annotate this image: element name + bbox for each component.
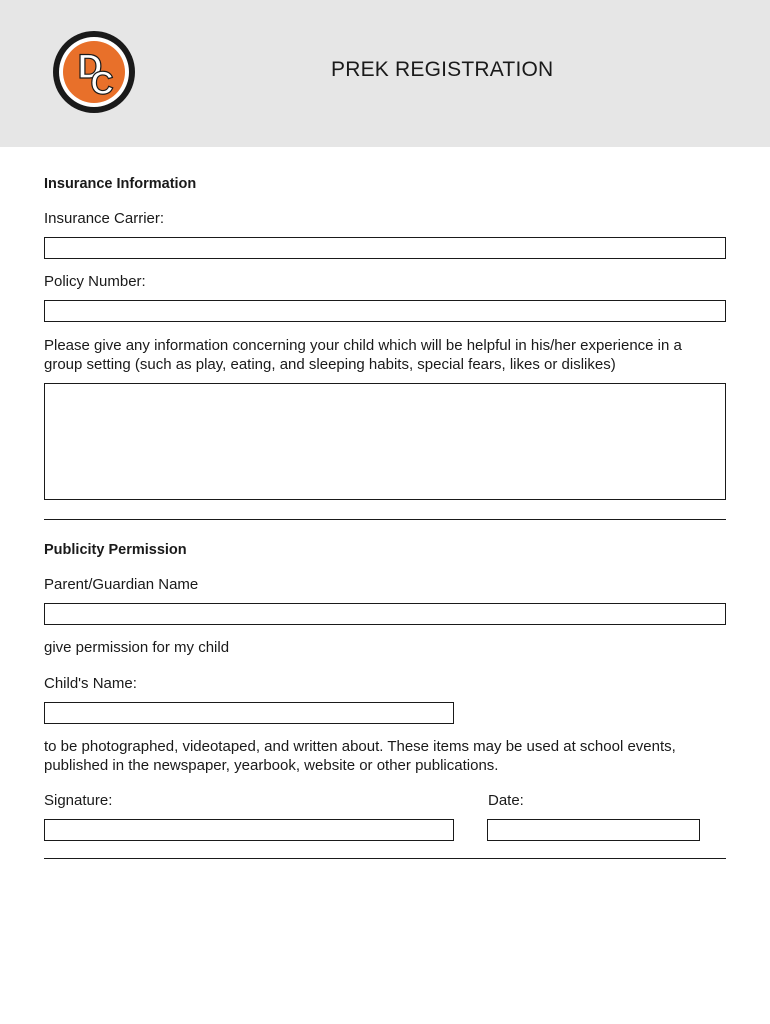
- policy-number-label: Policy Number:: [44, 273, 146, 290]
- page-title: PREK REGISTRATION: [331, 58, 554, 81]
- insurance-section-title: Insurance Information: [44, 176, 197, 192]
- child-info-prompt-line1: Please give any information concerning your child which will be helpful in his/her experience in a: [44, 337, 682, 354]
- svg-text:C: C: [90, 65, 114, 101]
- page-header: [0, 0, 770, 147]
- child-info-textarea[interactable]: [44, 383, 726, 500]
- insurance-carrier-input[interactable]: [44, 237, 726, 259]
- child-name-input[interactable]: [44, 702, 454, 724]
- publicity-section-title: Publicity Permission: [44, 542, 187, 558]
- date-label: Date:: [488, 792, 524, 809]
- date-input[interactable]: [487, 819, 700, 841]
- dc-logo: [52, 30, 136, 114]
- section-divider: [44, 519, 726, 520]
- signature-label: Signature:: [44, 792, 113, 809]
- policy-number-input[interactable]: [44, 300, 726, 322]
- guardian-name-input[interactable]: [44, 603, 726, 625]
- signature-input[interactable]: [44, 819, 454, 841]
- child-info-prompt-line2: group setting (such as play, eating, and sleeping habits, special fears, likes or dislikes): [44, 356, 616, 373]
- svg-text:D: D: [77, 48, 103, 86]
- consent-text-line1: to be photographed, videotaped, and written about. These items may be used at school events,: [44, 738, 676, 755]
- consent-text-line2: published in the newspaper, yearbook, website or other publications.: [44, 757, 499, 774]
- guardian-name-label: Parent/Guardian Name: [44, 576, 199, 593]
- permission-text: give permission for my child: [44, 639, 230, 656]
- insurance-carrier-label: Insurance Carrier:: [44, 210, 165, 227]
- bottom-divider: [44, 858, 726, 859]
- child-name-label: Child's Name:: [44, 675, 137, 692]
